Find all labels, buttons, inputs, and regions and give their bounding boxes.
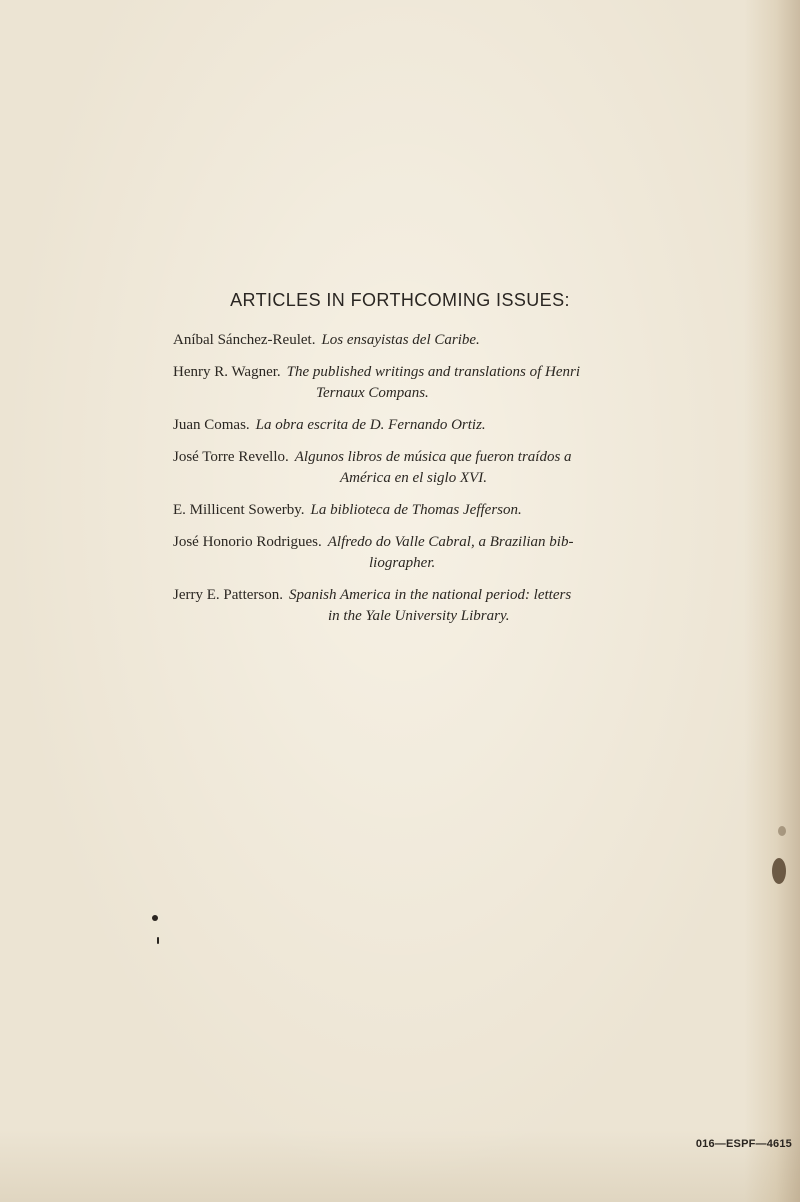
article-author: Jerry E. Patterson. <box>173 587 283 603</box>
article-entry <box>173 362 693 404</box>
article-author: Juan Comas. <box>173 417 250 433</box>
article-title-continued: América en el siglo XVI. <box>340 470 488 486</box>
article-title: The published writings and translations of Henri <box>286 364 581 380</box>
article-list <box>173 330 693 638</box>
paper-stain <box>778 826 786 836</box>
ink-speck <box>152 915 158 921</box>
article-title: La obra escrita de D. Fernando Ortiz. <box>255 417 486 433</box>
article-entry <box>173 500 693 521</box>
article-entry <box>173 532 693 574</box>
article-entry <box>173 415 693 436</box>
page-heading: ARTICLES IN FORTHCOMING ISSUES: <box>230 290 570 310</box>
ink-speck <box>157 937 159 944</box>
article-author: Aníbal Sánchez-Reulet. <box>173 332 316 348</box>
article-title-continued: liographer. <box>369 555 436 571</box>
article-author: José Torre Revello. <box>173 449 289 465</box>
article-title: Alfredo do Valle Cabral, a Brazilian bib- <box>327 534 574 550</box>
catalog-number: 016—ESPF—4615 <box>695 1138 792 1150</box>
paper-stain <box>772 858 786 884</box>
article-title-continued: in the Yale University Library. <box>328 608 510 624</box>
article-title-continued: Ternaux Compans. <box>316 385 429 401</box>
article-title: Algunos libros de música que fueron traídos a <box>294 449 572 465</box>
article-title: Los ensayistas del Caribe. <box>321 332 480 348</box>
article-author: E. Millicent Sowerby. <box>173 502 305 518</box>
article-entry <box>173 330 693 351</box>
article-author: Henry R. Wagner. <box>173 364 281 380</box>
article-title: La biblioteca de Thomas Jefferson. <box>310 502 522 518</box>
article-entry <box>173 585 693 627</box>
article-title: Spanish America in the national period: letters <box>288 587 572 603</box>
article-author: José Honorio Rodrigues. <box>173 534 322 550</box>
article-entry <box>173 447 693 489</box>
